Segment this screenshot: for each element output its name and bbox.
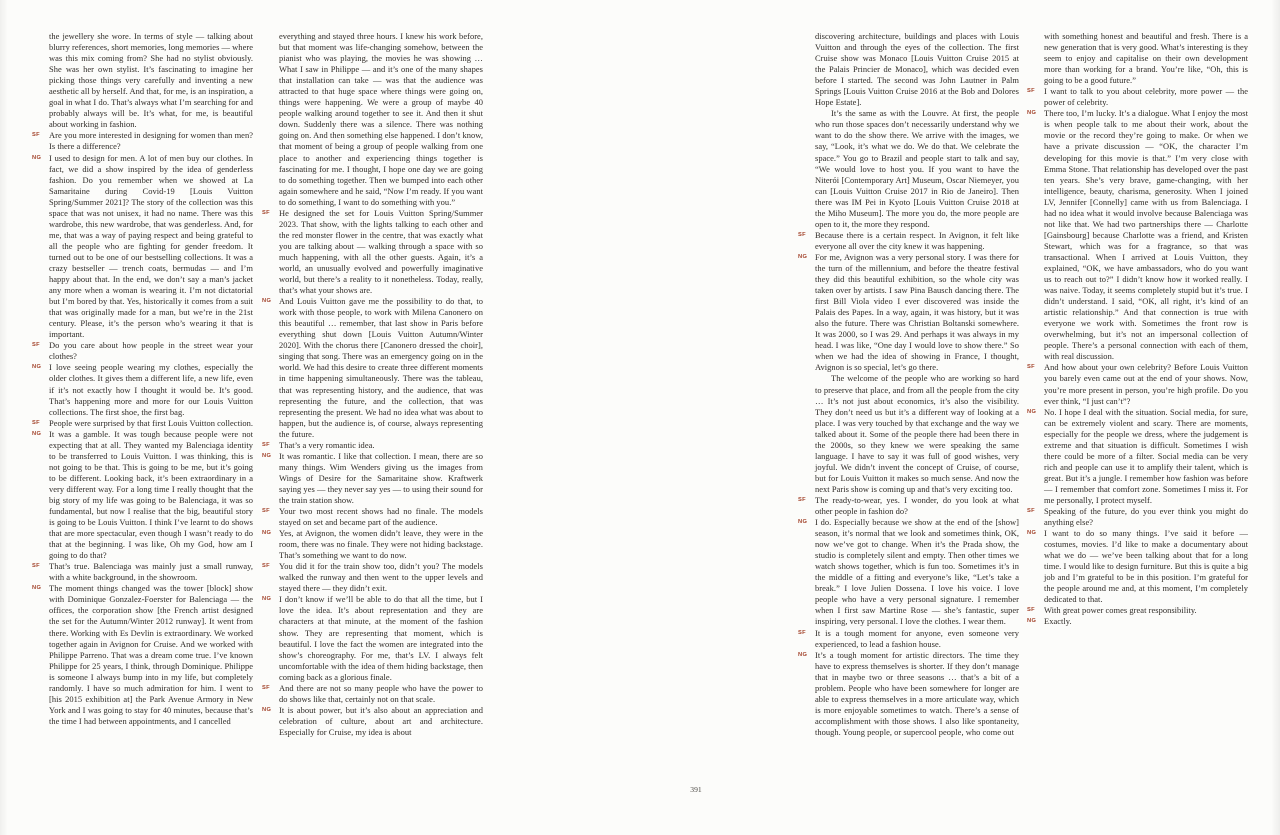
dialogue-text: It’s the same as with the Louvre. At first, the people who run those spaces don’t necessarily understand why we want to do the show there. We arrive with the images, we say, “Look, it’s what we do. We do that. We celebrate the space.” You go to Brazil and people start to talk and say, “We would love to host you. If you want to have the Niterói [Contemporary Art] Museum, Oscar Niemeyer, you can [Louis Vuitton Cruise 2017 in Rio de Janeiro]. Then there was IM Pei in Kyoto [Louis Vuitton Cruise 2018 at the Miho Museum]. The more you do, the more people are open to it, the more they respond. [815, 108, 1019, 229]
dialogue-text: And there are not so many people who have the power to do shows like that, certainly not on that scale. [279, 682, 483, 704]
dialogue-item [32, 583, 253, 727]
dialogue-text: That’s a very romantic idea. [279, 439, 375, 450]
dialogue-item [32, 340, 253, 362]
dialogue-item [262, 207, 483, 296]
dialogue-item [262, 704, 483, 738]
dialogue-item [262, 594, 483, 682]
speaker-label: NG [798, 253, 808, 260]
dialogue-item [262, 439, 483, 451]
dialogue-item [1027, 406, 1248, 506]
dialogue-text: And Louis Vuitton gave me the possibility to do that, to work with those people, to work with Milena Canonero on this beautiful … remember, that last show in Paris before everything shut down [Louis Vuitton Autumn/Winter 2020]. With the chorus there [Canonero dressed the choir], singing that song. There was an emergency going on in the world. We had this desire to create three different moments in time happening simultaneously. There was the tableau, that was representing history, and the audience, that was representing the future, and the collection, that was representing the present. We had no idea what was about to happen, but the audience is, of course, always representing the future. [279, 296, 483, 439]
dialogue-item [798, 251, 1019, 374]
dialogue-text: With great power comes great responsibility. [1044, 605, 1197, 616]
speaker-label: SF [32, 419, 40, 426]
dialogue-item [815, 31, 1019, 108]
dialogue-text: Are you more interested in designing for women than men? Is there a difference? [49, 130, 253, 152]
dialogue-item [815, 373, 1019, 495]
speaker-label: SF [1027, 364, 1035, 371]
dialogue-text: That’s true. Balenciaga was mainly just a small runway, with a white background, in the showroom. [49, 561, 253, 583]
page-edge-shade-right [1271, 0, 1280, 835]
speaker-label: SF [262, 563, 270, 570]
dialogue-text: Do you care about how people in the street wear your clothes? [49, 340, 253, 362]
dialogue-text: It is a tough moment for anyone, even someone very experienced, to lead a fashion house. [815, 627, 1019, 649]
dialogue-text: It is about power, but it’s also about an appreciation and celebration of culture, about art and architecture. Especially for Cruise, my idea is about [279, 704, 483, 737]
dialogue-text: It was a gamble. It was tough because people were not expecting that at all. They wanted my Balenciaga identity to be transferred to Louis Vuitton. I was thinking, this is not going to be that. This is going to be me, but it’s going to be different. Looking back, it’s been extraordinary in a very different way. For a long time I really thought that the big story of my life was going to be Balenciaga, it was so fundamental, but now I realise that the big, beautiful story is going to be Louis Vuitton. I think I’ve learnt to do shows that are more spectacular, even though I wasn’t ready to do that at the beginning. I was like, Oh my God, how am I going to do that? [49, 428, 253, 561]
dialogue-item [32, 362, 253, 417]
dialogue-text: He designed the set for Louis Vuitton Spring/Summer 2023. That show, with the lights talking to each other and the red monster flower in the centre, that was exactly what you are talking about — walking through a space with so much happening, with all the other guests. Again, it’s a world, an unusually evolved and powerfully imaginative world, but there’s a reality to it nonetheless. Today, really, that’s what your shows are. [279, 207, 483, 296]
dialogue-text: Exactly. [1044, 616, 1072, 627]
speaker-label: SF [798, 496, 806, 503]
speaker-label: NG [262, 530, 272, 537]
speaker-label: SF [798, 231, 806, 238]
speaker-label: NG [1027, 110, 1037, 117]
speaker-label: SF [262, 508, 270, 515]
dialogue-text: You did it for the train show too, didn’t you? The models walked the runway and then went to the upper levels and stayed there — they didn’t exit. [279, 561, 483, 594]
dialogue-text: Because there is a certain respect. In Avignon, it felt like everyone all over the city knew it was happening. [815, 229, 1019, 251]
dialogue-text: There too, I’m lucky. It’s a dialogue. What I enjoy the most is when people talk to me about their work, about the movie or the record they’re going to make. Or when we have a private discussion — “OK, the character I’m developing for this movie is that.” I’m very close with Emma Stone. That relationship has developed over the past ten years. She’s very brave, game-changing, with her intelligence, beauty, charisma, generosity. When I joined LV, Jennifer [Connelly] came with us from Balenciaga. I had no idea what it would involve because Balenciaga was not like that. We had two partnerships there — Charlotte [Gainsbourg] because Charlotte was a friend, and Kristen Stewart, which was for a fragrance, so that was transactional. When I arrived at Louis Vuitton, they explained, “OK, we have ambassadors, who do you want us to reach out to?” I didn’t know how it worked really. I was naive. Today, it seems completely stupid but it’s true. I didn’t understand. I said, “OK, all right, it’s kind of an artistic relationship.” And that connection is true with everyone we work with. Sometimes the front row is overwhelming, but it’s not an impersonal collection of people. There’s a personal connection with each of them, with real discussion. [1044, 108, 1248, 362]
speaker-label: NG [262, 706, 272, 713]
dialogue-item [798, 494, 1019, 517]
speaker-label: SF [262, 441, 270, 448]
speaker-label: NG [32, 430, 42, 437]
speaker-label: NG [32, 154, 42, 161]
dialogue-item [32, 417, 254, 429]
dialogue-item [1027, 108, 1248, 362]
speaker-label: NG [262, 298, 272, 305]
dialogue-item [262, 450, 483, 506]
speaker-label: SF [1027, 508, 1035, 515]
dialogue-item [798, 517, 1019, 627]
dialogue-text: everything and stayed three hours. I knew his work before, but that moment was life-changing somehow, between the pianist who was playing, the movies he was showing … What I saw in Philippe — and it’s one of the many shapes that installation can take — was that the audience was attracted to that huge space where things were going on, things were happening. We were a group of maybe 40 people walking around together to see it. And then it shut down. Suddenly there was a silence. There was nothing going on. And then something else happened. I don’t know, that moment of being a group of people walking from one place to another and experiencing things together is fascinating for me. I thought, I hope one day we are going to do something together. Then we bumped into each other again somewhere and he said, “Now I’m ready. If you want to do something, I want to do something with you.” [279, 31, 483, 207]
speaker-label: SF [32, 132, 40, 139]
dialogue-item [262, 682, 483, 705]
page-edge-shade-left [0, 0, 8, 835]
speaker-label: SF [262, 209, 270, 216]
dialogue-item [798, 649, 1019, 738]
dialogue-text: The welcome of the people who are working so hard to preserve that place, and from all the people from the city … It’s not just about economics, it’s also the visibility. They don’t need us but it’s a different way of looking at a place. I was very touched by that exchange and the way we talked about it. Some of the people there had been there in the 2000s, so they knew we were speaking the same language. I have to say it was full of good wishes, very joyful. We didn’t invent the concept of Cruise, of course, but for Louis Vuitton it makes so much sense. And now the next Paris show is coming up and that’s very exciting too. [815, 373, 1019, 494]
speaker-label: SF [262, 684, 270, 691]
dialogue-item [1027, 506, 1248, 528]
dialogue-item [1044, 31, 1248, 86]
dialogue-text: The moment things changed was the tower [block] show with Dominique Gonzalez-Foerster for Balenciaga — the offices, the corporation show [the French artist designed the set for the Autumn/Winter 2012 runway]. It went from there. Working with Es Devlin is extraordinary. We worked together again in Avignon for Cruise. And we worked with Philippe Parreno. That was a dream come true. I’ve known Philippe for 25 years, I think, through Dominique. Philippe is someone I always bump into in my life, but completely randomly. I have so much admiration for him. I went to [his 2015 exhibition at] the Park Avenue Armory in New York and I was going to stay for 40 minutes, because that’s the time I had between appointments, and I cancelled [49, 583, 253, 726]
dialogue-item [32, 561, 253, 583]
dialogue-text: discovering architecture, buildings and places with Louis Vuitton and through the eyes of the collection. The first Cruise show was Monaco [Louis Vuitton Cruise 2015 at the Palais Princier de Monaco], which was decided even before I started. The second was John Lautner in Palm Springs [Louis Vuitton Cruise 2016 at the Bob and Dolores Hope Estate]. [815, 31, 1019, 108]
dialogue-item [1027, 605, 1248, 616]
dialogue-text: with something honest and beautiful and fresh. There is a new generation that is very good. What’s interesting is they seem to enjoy and capitalise on their own development more than working for a brand. You’re like, “Oh, this is going to be a good future.” [1044, 31, 1248, 86]
speaker-label: NG [262, 596, 272, 603]
dialogue-item [32, 428, 253, 562]
speaker-label: NG [32, 364, 42, 371]
speaker-label: NG [798, 651, 808, 658]
dialogue-text: I don’t know if we’ll be able to do that all the time, but I love the idea. It’s about representation and they are characters at that minute, at the moment of the fashion show. They are representing that moment, which is beautiful. I love the fact the women are integrated into the show’s choreography. For me, that’s LV. I always felt uncomfortable with the idea of them hiding backstage, then coming back as a glorious finale. [279, 594, 483, 682]
text-column-2 [262, 31, 483, 817]
dialogue-text: People were surprised by that first Louis Vuitton collection. [49, 417, 254, 428]
dialogue-item [1027, 362, 1248, 406]
speaker-label: NG [1027, 530, 1037, 537]
speaker-label: SF [32, 563, 40, 570]
dialogue-item [798, 627, 1019, 650]
speaker-label: SF [1027, 88, 1035, 95]
dialogue-item [262, 561, 483, 594]
dialogue-item [1027, 616, 1248, 627]
dialogue-text: The ready-to-wear, yes. I wonder, do you look at what other people in fashion do? [815, 494, 1019, 517]
dialogue-text: I used to design for men. A lot of men buy our clothes. In fact, we did a show inspired by the idea of genderless fashion. Do you remember when we showed at La Samaritaine during Covid-19 [Louis Vuitton Spring/Summer 2021]? The story of the collection was this space that was not unisex, it had no name. There was this wardrobe, this new wardrobe, that was genderless. And, for me, that was a way of paying respect and being grateful to all the people who are fighting for gender freedom. It turned out to be one of our bestselling collections. It was a crazy bestseller — trench coats, bermudas — and I’m happy about that. In the end, we don’t say a man’s jacket any more when a woman is wearing it. I’m not dictatorial but I’m bored by that. Yes, historically it comes from a suit that was originally made for a man, but we’re in the 21st century. Please, it’s the person who’s wearing it that is important. [49, 152, 253, 340]
speaker-label: SF [32, 342, 40, 349]
dialogue-item [798, 229, 1019, 252]
dialogue-item [1027, 86, 1248, 108]
speaker-label: SF [798, 629, 806, 636]
text-column-3 [798, 31, 1019, 817]
dialogue-item [32, 152, 253, 341]
text-column-4 [1027, 31, 1248, 817]
dialogue-text: No. I hope I deal with the situation. Social media, for sure, can be extremely violent and scary. There are moments, especially for the people we dress, where the judgement is extreme and that situation is difficult. Sometimes I wish there could be more of a filter. Social media can be very rich and people can use it to amplify their talent, which is great. But it’s a jungle. I remember how fashion was before — I remember that comfort zone. Sometimes I miss it. For me personally, I protect myself. [1044, 406, 1248, 505]
dialogue-text: It’s a tough moment for artistic directors. The time they have to express themselves is shorter. If they don’t manage that in maybe two or three seasons … that’s a bit of a problem. People who have been somewhere for longer are able to express themselves in a more articulate way, which is more enjoyable sometimes to watch. There’s a sense of accomplishment with those shows. I also like spontaneity, though. Young people, or supercool people, who come out [815, 649, 1019, 737]
dialogue-text: I want to do so many things. I’ve said it before — costumes, movies. I’d like to make a documentary about what we do — we’ve been talking about that for a long time. I would like to design furniture. But this is quite a big job and I’m grateful to be in this position. I’m grateful for the people around me and, at this moment, I’m completely dedicated to that. [1044, 528, 1248, 605]
dialogue-text: Yes, at Avignon, the women didn’t leave, they were in the room, there was no finale. They were not hiding backstage. That’s something we want to do now. [279, 528, 483, 561]
dialogue-item [49, 31, 253, 130]
dialogue-item [262, 296, 483, 440]
dialogue-item [815, 108, 1019, 230]
dialogue-text: I want to talk to you about celebrity, more power — the power of celebrity. [1044, 86, 1248, 108]
dialogue-text: I do. Especially because we show at the end of the [show] season, it’s normal that we look and sometimes think, OK, now we’ve got to change. When it’s the Prada show, the studio is completely silent and empty. Then other times we watch shows together, which is fun too. Sometimes it’s in the middle of a fitting and everyone’s like, “Let’s take a break.” I love Julien Dossena. I love his voice. I love people who have a very personal signature. I remember when I first saw Martine Rose — she’s fantastic, super inspiring, very personal. I love the clothes. I wear them. [815, 517, 1019, 627]
page-number: 391 [690, 785, 702, 794]
dialogue-item [279, 31, 483, 208]
dialogue-item [1027, 528, 1248, 605]
dialogue-item [32, 130, 253, 152]
dialogue-text: For me, Avignon was a very personal story. I was there for the turn of the millennium, and before the theatre festival they did this beautiful exhibition, so the whole city was taken over by artists. I saw Pina Bausch dancing there. The first Bill Viola video I ever discovered was inside the Palais des Papes. In a way, again, it was history, but it was also the future. There was Christian Boltanski somewhere. It was 2000, so I was 29. And perhaps it was always in my head. I was like, “One day I would love to show there.” So when we had the idea of showing in France, I thought, Avignon is so special, let’s go there. [815, 251, 1019, 373]
speaker-label: NG [1027, 618, 1037, 625]
speaker-label: NG [798, 519, 808, 526]
speaker-label: SF [1027, 607, 1035, 614]
dialogue-item [262, 528, 483, 561]
dialogue-text: Speaking of the future, do you ever think you might do anything else? [1044, 506, 1248, 528]
speaker-label: NG [32, 585, 42, 592]
dialogue-text: Your two most recent shows had no finale. The models stayed on set and became part of the audience. [279, 506, 483, 528]
dialogue-text: the jewellery she wore. In terms of style — talking about blurry references, short memories, long memories — where was this mix coming from? She had no stylist obviously. She was her own stylist. It’s fascinating to imagine her picking those things very carefully and inventing a new aesthetic all by herself. And that, for me, is an inspiration, a goal in what I do. That’s always what I’m searching for and probably always will be. It’s what, for me, is beautiful about working in fashion. [49, 31, 253, 130]
speaker-label: NG [1027, 408, 1037, 415]
dialogue-text: I love seeing people wearing my clothes, especially the older clothes. It gives them a different life, a new life, even if it’s not exactly how I thought it would be. It’s good. That’s happening more and more for our Louis Vuitton collections. The first shoe, the first bag. [49, 362, 253, 417]
text-column-1 [32, 31, 254, 817]
dialogue-text: It was romantic. I like that collection. I mean, there are so many things. Wim Wenders giving us the images from Wings of Desire for the Samaritaine show. Kraftwerk saying yes — they never say yes — to using their sound for the train station show. [279, 450, 483, 505]
dialogue-text: And how about your own celebrity? Before Louis Vuitton you barely even came out at the end of your shows. Now, you’re more present in person, you’re high profile. Do you ever think, “I just can’t”? [1044, 362, 1248, 406]
dialogue-item [262, 506, 483, 528]
speaker-label: NG [262, 452, 272, 459]
